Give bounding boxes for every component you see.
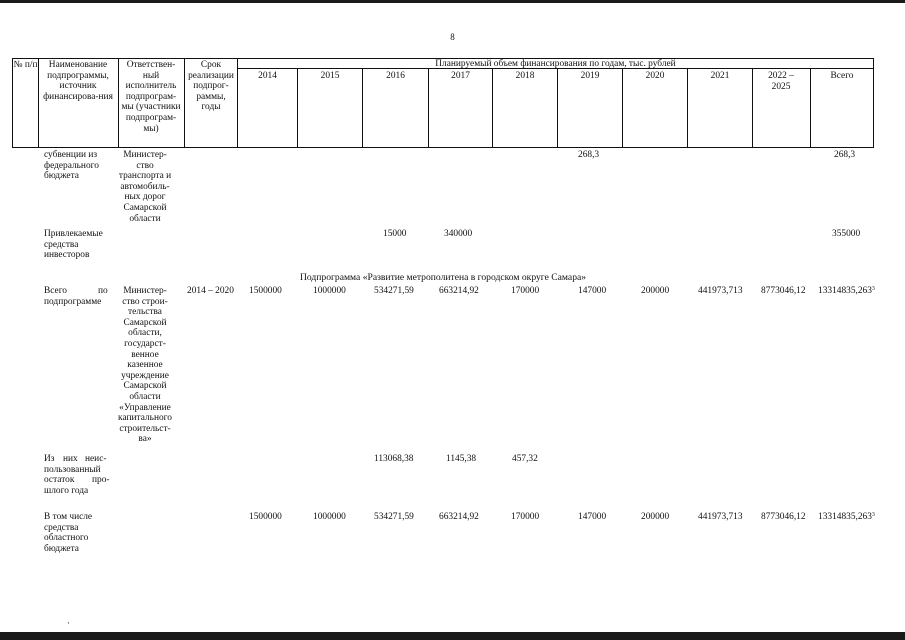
row-name: В том числе средства областного бюджета [44, 512, 93, 554]
row-name-word: них [63, 454, 78, 464]
row-regional-budget [12, 512, 874, 558]
header-year: 2017 [451, 71, 470, 81]
header-year: 2021 [710, 71, 730, 81]
row-name-word: подпрограмме [44, 296, 102, 307]
page-number: 8 [450, 32, 455, 42]
header-total: Всего [830, 71, 854, 81]
row-federal [12, 150, 874, 230]
value-2015: 1000000 [313, 286, 346, 296]
row-name-word: пользованный [44, 464, 101, 475]
value-2017: 1145,38 [446, 454, 477, 464]
value-2022-2025: 8773046,12 [761, 512, 806, 522]
value-total: 13314835,263$^3$ [818, 286, 875, 296]
header-name: Наименование подпрограммы, источник финансирова-ния [43, 60, 113, 102]
value-2021: 441973,713 [698, 286, 743, 296]
header-year: 2016 [386, 71, 405, 81]
scan-bottom-edge [0, 632, 905, 640]
value-2020: 200000 [641, 286, 670, 296]
row-name: субвенции из федерального бюджета [44, 150, 99, 182]
header-term: Срок реализации подпрог-раммы, годы [188, 60, 234, 113]
header-year: 2018 [515, 71, 535, 81]
value-2016: 534271,59 [374, 512, 414, 522]
value-2020: 200000 [641, 512, 670, 522]
value-2018: 170000 [511, 512, 540, 522]
row-name-word: Всего [44, 286, 67, 296]
value-2014: 1500000 [249, 286, 282, 296]
value-2019: 147000 [578, 286, 607, 296]
value-2016: 113068,38 [374, 454, 414, 464]
header-num: № п/п [13, 60, 38, 70]
row-responsible: Министер-ство строи-тельства Самарской области, государст-венное казенное учреждение Самарской области «Управление капитального строительст-ва» [118, 286, 172, 445]
header-year: 2022 – 2025 [768, 71, 794, 92]
value-2018: 170000 [511, 286, 540, 296]
row-name-word: неис- [85, 454, 107, 464]
value-2017: 663214,92 [439, 286, 479, 296]
value-2016: 15000 [383, 229, 407, 239]
value-2015: 1000000 [313, 512, 346, 522]
row-responsible: Министер-ство транспорта и автомобиль-ных дорог Самарской области [118, 150, 172, 224]
row-total-subprogram [12, 286, 874, 456]
header-year: 2020 [645, 71, 665, 81]
scan-top-edge [0, 0, 905, 3]
row-term: 2014 – 2020 [187, 286, 234, 296]
row-name-word: по [98, 286, 108, 296]
value-2022-2025: 8773046,12 [761, 286, 806, 296]
value-2019: 147000 [578, 512, 607, 522]
row-unused-balance [12, 454, 874, 500]
header-year: 2014 [258, 71, 277, 81]
value-total: 355000 [832, 229, 861, 239]
value-2016: 534271,59 [374, 286, 414, 296]
value-2017: 663214,92 [439, 512, 479, 522]
header-funding: Планируемый объем финансирования по годам, тыс. рублей [435, 59, 676, 69]
value-2017: 340000 [444, 229, 473, 239]
row-name-word: Из [44, 454, 55, 464]
value-2018: 457,32 [512, 454, 538, 464]
row-name-word: про- [92, 475, 110, 486]
header-year: 2015 [320, 71, 340, 81]
header-responsible: Ответствен-ный исполнитель подпрограм-мы (участники подпрограм-мы) [121, 60, 181, 134]
value-2021: 441973,713 [698, 512, 743, 522]
value-total: 268,3 [834, 150, 856, 160]
value-total: 13314835,263$^3$ [818, 512, 875, 522]
footer-mark: · [67, 618, 70, 628]
table-header [12, 58, 874, 148]
row-name: Привлекаемые средства инвесторов [44, 229, 103, 261]
row-investors [12, 229, 874, 263]
value-2019: 268,3 [578, 150, 600, 160]
row-name-word: шлого года [44, 485, 89, 496]
header-year: 2019 [580, 71, 600, 81]
value-2014: 1500000 [249, 512, 282, 522]
subprogram-title: Подпрограмма «Развитие метрополитена в городском округе Самара» [299, 272, 587, 283]
row-name-word: остаток [44, 475, 75, 486]
